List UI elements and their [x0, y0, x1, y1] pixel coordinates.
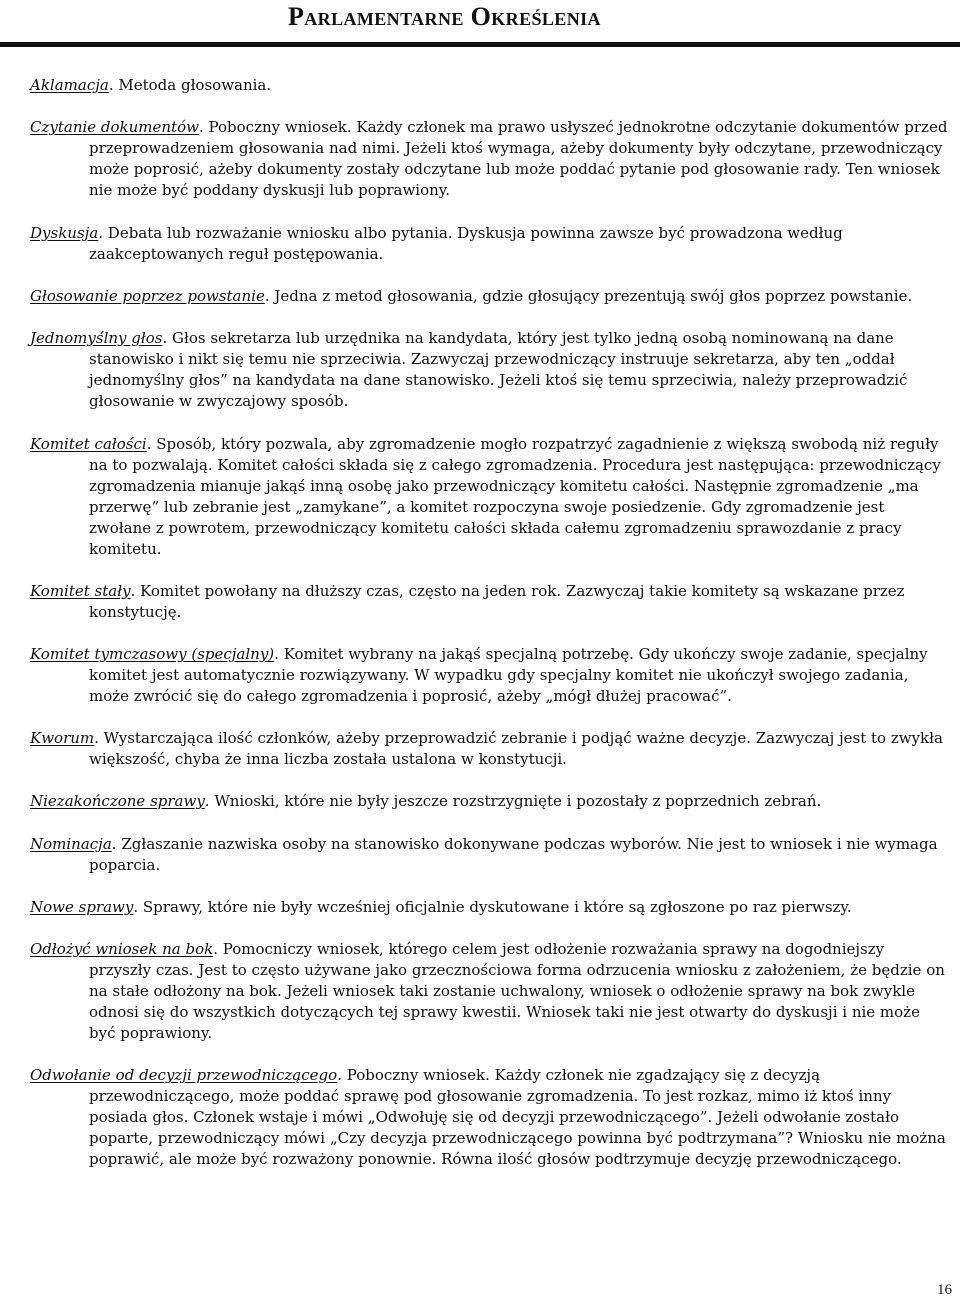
page-number: 16: [937, 1282, 952, 1298]
glossary-term: Komitet tymczasowy (specjalny): [30, 645, 275, 663]
glossary-term: Niezakończone sprawy: [30, 792, 205, 810]
glossary-entry-nominacja: [30, 834, 948, 876]
glossary-entry-kworum: [30, 728, 948, 770]
glossary-definition: . Jedna z metod głosowania, gdzie głosujący prezentują swój głos poprzez powstanie.: [264, 287, 913, 305]
glossary-definition: . Pomocniczy wniosek, którego celem jest odłożenie rozważania sprawy na dogodniejszy przyszły czas. Jest to często używane jako grzecznościowa forma odrzucenia wniosku z założeniem, że będzie on na stałe odłożony na bok. Jeżeli wniosek taki zostanie uchwalony, wniosek o odłożenie sprawy na bok zwykle odnosi się do wszystkich dotyczących tej sprawy kwestii. Wniosek taki nie jest otwarty do dyskusji i nie może być poprawiony.: [89, 940, 945, 1042]
glossary-term: Odwołanie od decyzji przewodniczącego: [30, 1066, 338, 1084]
glossary-entry-komitet-staly: [30, 581, 948, 623]
glossary-term: Nominacja: [30, 835, 112, 853]
glossary-term: Komitet stały: [30, 582, 131, 600]
glossary-term: Nowe sprawy: [30, 898, 134, 916]
glossary-entry-niezakonczone-sprawy: [30, 791, 948, 812]
glossary-definition: . Debata lub rozważanie wniosku albo pytania. Dyskusja powinna zawsze być prowadzona według zaakceptowanych reguł postępowania.: [89, 224, 843, 263]
glossary-definition: . Głos sekretarza lub urzędnika na kandydata, który jest tylko jedną osobą nominowaną na dane stanowisko i nikt się temu nie sprzeciwia. Zazwyczaj przewodniczący instruuje sekretarza, aby ten „oddał jednomyślny głos” na kandydata na dane stanowisko. Jeżeli ktoś się temu sprzeciwia, należy przeprowadzić głosowanie w zwyczajowy sposób.: [89, 329, 908, 410]
page-title: Parlamentarne Określenia: [288, 2, 601, 31]
glossary-definition: . Poboczny wniosek. Każdy członek nie zgadzający się z decyzją przewodniczącego, może poddać sprawę pod głosowanie zgromadzenia. To jest rozkaz, mimo iż ktoś inny posiada głos. Członek wstaje i mówi „Odwołuję się od decyzji przewodniczącego”. Jeżeli odwołanie zostało poparte, przewodniczący mówi „Czy decyzja przewodniczącego powinna być podtrzymana”? Wniosku nie można poprawić, ale może być rozważony ponownie. Równa ilość głosów podtrzymuje decyzję przewodniczącego.: [89, 1066, 946, 1168]
glossary-entry-jednomyslny-glos: [30, 328, 948, 412]
glossary-term: Odłożyć wniosek na bok: [30, 940, 214, 958]
glossary-definition: . Metoda głosowania.: [108, 76, 272, 94]
glossary-term: Głosowanie poprzez powstanie: [30, 287, 265, 305]
glossary-definition: . Wnioski, które nie były jeszcze rozstrzygnięte i pozostały z poprzednich zebrań.: [204, 792, 822, 810]
glossary-term: Jednomyślny głos: [30, 329, 163, 347]
glossary-definition: . Poboczny wniosek. Każdy członek ma prawo usłyszeć jednokrotne odczytanie dokumentów przed przeprowadzeniem głosowania nad nimi. Jeżeli ktoś wymaga, ażeby dokumenty były odczytane, przewodniczący może poprosić, ażeby dokumenty zostały odczytane lub może poddać pytanie pod głosowanie rady. Ten wniosek nie może być poddany dyskusji lub poprawiony.: [89, 118, 948, 199]
glossary-term: Czytanie dokumentów: [30, 118, 199, 136]
glossary-entry-nowe-sprawy: [30, 897, 948, 918]
glossary-entry-dyskusja: [30, 223, 948, 265]
glossary-entry-aklamacja: [30, 75, 948, 96]
glossary-term: Kworum: [30, 729, 95, 747]
glossary-entry-odlozyc-wniosek-na-bok: [30, 939, 948, 1044]
glossary-entry-komitet-tymczasowy: [30, 644, 948, 707]
glossary-definition: . Sposób, który pozwala, aby zgromadzenie mogło rozpatrzyć zagadnienie z większą swobodą niż reguły na to pozwalają. Komitet całości składa się z całego zgromadzenia. Procedura jest następująca: przewodniczący zgromadzenia mianuje jakąś inną osobę jako przewodniczący komitetu całości. Następnie zgromadzenie „ma przerwę” lub zebranie jest „zamykane”, a komitet rozpoczyna swoje posiedzenie. Gdy zgromadzenie jest zwołane z powrotem, przewodniczący komitetu całości składa całemu zgromadzeniu sprawozdanie z pracy komitetu.: [89, 435, 941, 558]
glossary-term: Aklamacja: [30, 76, 109, 94]
glossary-definition: . Sprawy, które nie były wcześniej oficjalnie dyskutowane i które są zgłoszone po raz pierwszy.: [133, 898, 852, 916]
title-rule: [0, 42, 960, 47]
glossary-entry-odwolanie-od-decyzji: [30, 1065, 948, 1170]
glossary-entry-glosowanie-poprzez-powstanie: [30, 286, 948, 307]
glossary-term: Komitet całości: [30, 435, 147, 453]
glossary-term: Dyskusja: [30, 224, 99, 242]
glossary-entry-czytanie-dokumentow: [30, 117, 948, 201]
glossary-definition: . Komitet wybrany na jakąś specjalną potrzebę. Gdy ukończy swoje zadanie, specjalny komitet jest automatycznie rozwiązywany. W wypadku gdy specjalny komitet nie ukończył swojego zadania, może zwrócić się do całego zgromadzenia i poprosić, ażeby „mógł dłużej pracować”.: [89, 645, 928, 705]
glossary-entries: [30, 75, 948, 1170]
glossary-definition: . Komitet powołany na dłuższy czas, często na jeden rok. Zazwyczaj takie komitety są wskazane przez konstytucję.: [89, 582, 905, 621]
glossary-definition: . Wystarczająca ilość członków, ażeby przeprowadzić zebranie i podjąć ważne decyzje. Zazwyczaj jest to zwykła większość, chyba że inna liczba została ustalona w konstytucji.: [89, 729, 943, 768]
glossary-definition: . Zgłaszanie nazwiska osoby na stanowisko dokonywane podczas wyborów. Nie jest to wniosek i nie wymaga poparcia.: [89, 835, 938, 874]
glossary-entry-komitet-calosci: [30, 434, 948, 560]
